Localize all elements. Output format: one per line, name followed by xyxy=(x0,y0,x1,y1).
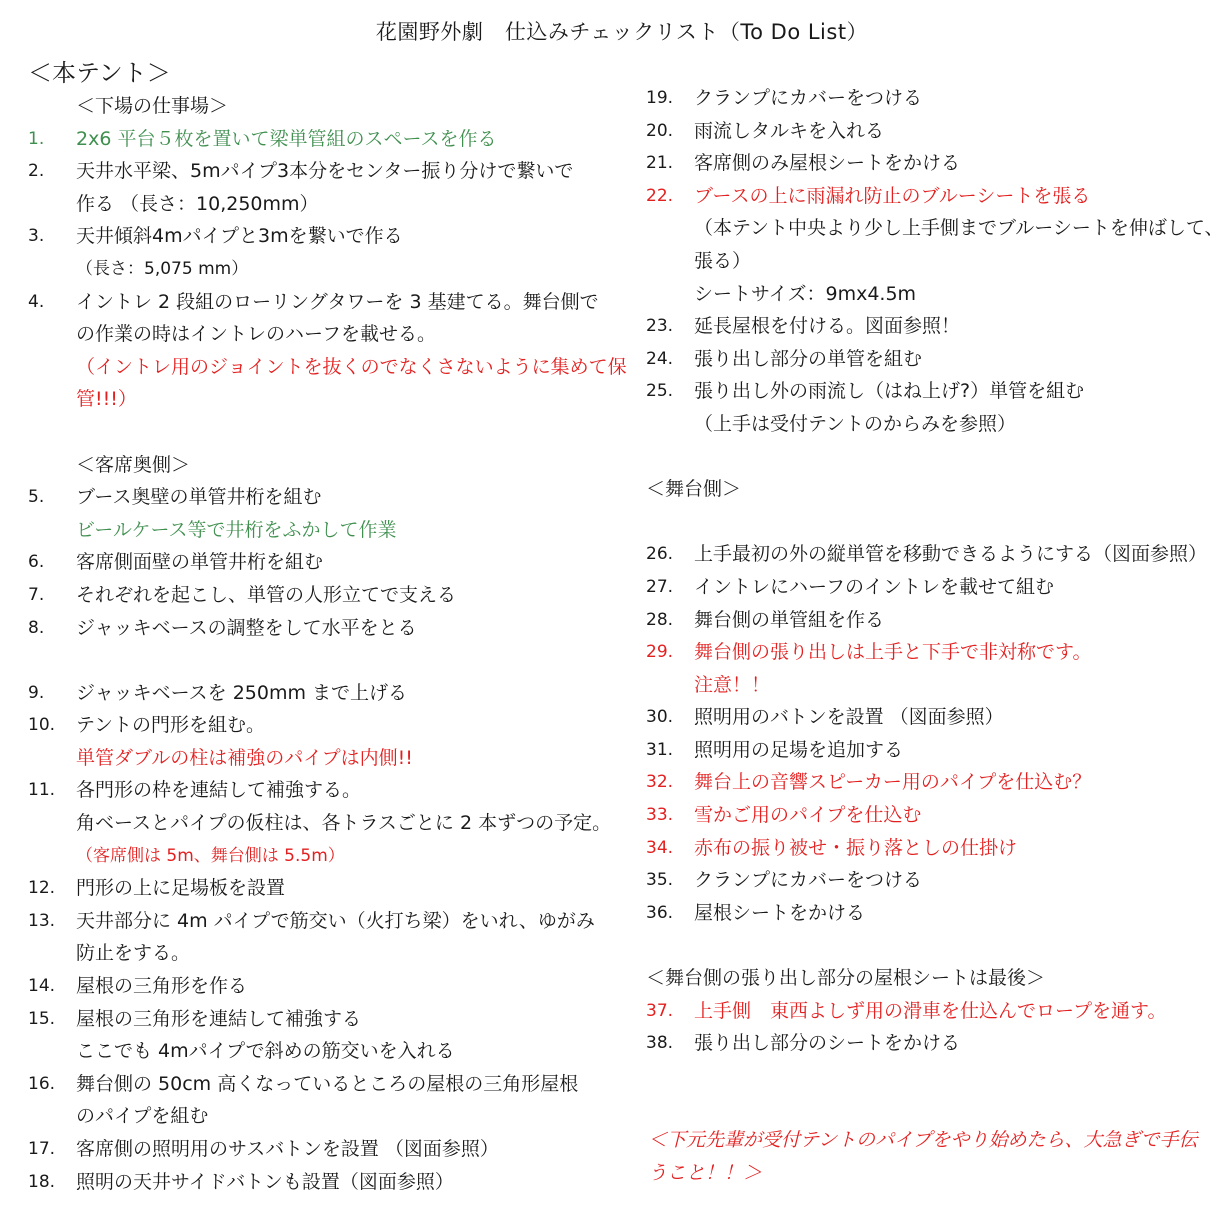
checklist-item-4 xyxy=(28,286,628,351)
checklist-item-17 xyxy=(28,1133,628,1166)
item-number: 2. xyxy=(28,161,45,182)
note-text: （本テント中央より少し上手側までブルーシートを伸ばして、 xyxy=(694,217,1224,240)
item-note-red xyxy=(28,742,628,775)
item-text: 天井傾斜4mパイプと3mを繋いで作る xyxy=(76,225,403,248)
item-number: 32. xyxy=(646,772,674,793)
item-text: 注意！！ xyxy=(694,673,771,696)
item-number: 14. xyxy=(28,976,56,997)
item-number: 13. xyxy=(28,910,56,931)
item-text: クランプにカバーをつける xyxy=(694,87,923,109)
item-text: （長さ：5,075 mm） xyxy=(76,258,249,279)
checklist-item-1 xyxy=(28,123,628,156)
item-text: 照明用の足場を追加する xyxy=(694,738,904,761)
checklist-item-9 xyxy=(28,677,628,710)
item-text: 上手側 東西よしず用の滑車を仕込んでロープを通す。 xyxy=(694,999,1167,1022)
item-text: 客席側面壁の単管井桁を組む xyxy=(76,551,324,574)
item-text: 2x6 平台５枚を置いて梁単管組のスペースを作る xyxy=(76,127,497,150)
checklist-item-19 xyxy=(646,82,1224,115)
checklist-item-34 xyxy=(646,832,1224,865)
item-text: ジャッキベースの調整をして水平をとる xyxy=(76,616,417,639)
item-number: 31. xyxy=(646,739,674,760)
left-column xyxy=(28,90,628,1198)
checklist-item-13 xyxy=(28,905,628,970)
checklist-item-35 xyxy=(646,864,1224,897)
item-note-green xyxy=(28,514,628,547)
item-text: クランプにカバーをつける xyxy=(694,869,923,892)
note-text: 単管ダブルの柱は補強のパイプは内側!! xyxy=(76,746,413,769)
checklist-item-10 xyxy=(28,709,628,742)
checklist-item-12 xyxy=(28,872,628,905)
section-heading-stage-side: ＜舞台側＞ xyxy=(646,478,742,501)
item-text: 舞台側の単管組を作る xyxy=(694,608,885,631)
checklist-item-2 xyxy=(28,155,628,220)
item-number: 15. xyxy=(28,1008,56,1029)
item-text: 各門形の枠を連結して補強する。 xyxy=(76,779,362,802)
item-number: 17. xyxy=(28,1139,56,1159)
item-text: 客席側の照明用のサスバトンを設置 （図面参照） xyxy=(76,1138,499,1160)
checklist-item-14 xyxy=(28,970,628,1003)
item-text: ジャッキベースを 250mm まで上げる xyxy=(76,681,408,704)
item-number: 10. xyxy=(28,715,56,736)
note-text: 管!!!） xyxy=(76,388,137,411)
item-number: 22. xyxy=(646,185,674,206)
checklist-item-18 xyxy=(28,1166,628,1199)
checklist-item-7 xyxy=(28,579,628,612)
item-text: 屋根シートをかける xyxy=(694,901,866,924)
item-text: それぞれを起こし、単管の人形立てで支える xyxy=(76,583,457,606)
item-number: 23. xyxy=(646,316,674,337)
item-note-red xyxy=(28,351,628,416)
item-text: 舞台上の音響スピーカー用のパイプを仕込む？ xyxy=(694,771,1092,794)
item-text: ここでも 4mパイプで斜めの筋交いを入れる xyxy=(76,1040,455,1063)
right-column xyxy=(646,82,1224,1060)
item-number: 18. xyxy=(28,1171,56,1192)
item-number: 36. xyxy=(646,902,674,923)
checklist-item-20 xyxy=(646,115,1224,148)
checklist-item-38 xyxy=(646,1027,1224,1060)
item-text: イントレにハーフのイントレを載せて組む xyxy=(694,575,1055,598)
item-number: 9. xyxy=(28,682,45,703)
checklist-item-28 xyxy=(646,604,1224,637)
item-number: 35. xyxy=(646,870,674,891)
checklist-item-27 xyxy=(646,571,1224,604)
item-number: 20. xyxy=(646,120,674,141)
item-note-red xyxy=(28,840,628,873)
checklist-item-8 xyxy=(28,612,628,645)
item-text: イントレ 2 段組のローリングタワーを 3 基建てる。舞台側で xyxy=(76,290,599,313)
item-text: 舞台側の張り出しは上手と下手で非対称です。 xyxy=(694,641,1092,664)
checklist-item-16 xyxy=(28,1068,628,1133)
note-text: ＜下元先輩が受付テントのパイプをやり始めたら、大急ぎで手伝 xyxy=(648,1129,1198,1151)
item-text: 天井部分に 4m パイプで筋交い（火打ち梁）をいれ、ゆがみ xyxy=(76,909,595,932)
item-number: 1. xyxy=(28,128,45,149)
item-number: 38. xyxy=(646,1033,674,1054)
note-text: ビールケース等で井桁をふかして作業 xyxy=(76,518,397,541)
checklist-item-15 xyxy=(28,1003,628,1068)
item-number: 21. xyxy=(646,153,674,174)
note-text: （イントレ用のジョイントを抜くのでなくさないように集めて保 xyxy=(76,355,627,378)
item-number: 12. xyxy=(28,878,56,899)
item-text: 張り出し部分のシートをかける xyxy=(694,1032,961,1055)
item-number: 7. xyxy=(28,584,45,605)
item-number: 6. xyxy=(28,552,45,573)
checklist-item-33 xyxy=(646,799,1224,832)
item-text: ブース奥壁の単管井桁を組む xyxy=(76,486,322,509)
item-number: 29. xyxy=(646,642,674,663)
checklist-item-6 xyxy=(28,546,628,579)
checklist-item-5 xyxy=(28,481,628,514)
note-text: （上手は受付テントのからみを参照） xyxy=(694,412,1017,435)
item-number: 11. xyxy=(28,780,56,801)
item-number: 34. xyxy=(646,837,674,858)
item-text: 屋根の三角形を連結して補強する xyxy=(76,1007,362,1030)
section-heading-workshop: ＜下場の仕事場＞ xyxy=(76,95,229,117)
note-text: シートサイズ：9mx4.5m xyxy=(694,282,917,305)
item-text: テントの門形を組む。 xyxy=(76,714,266,737)
item-number: 16. xyxy=(28,1073,56,1094)
item-number: 5. xyxy=(28,487,45,508)
item-text: の作業の時はイントレのハーフを載せる。 xyxy=(76,323,437,346)
item-text: 作る （長さ：10,250mm） xyxy=(76,192,319,215)
checklist-item-3 xyxy=(28,220,628,285)
item-text: ブースの上に雨漏れ防止のブルーシートを張る xyxy=(694,184,1091,207)
item-number: 37. xyxy=(646,1000,674,1021)
item-text: 屋根の三角形を作る xyxy=(76,975,248,998)
checklist-item-11 xyxy=(28,774,628,839)
item-text: 張り出し外の雨流し（はね上げ?）単管を組む xyxy=(694,380,1085,403)
item-text: 天井水平梁、5mパイプ3本分をセンター振り分けで繋いで xyxy=(76,160,574,183)
note-text: （客席側は 5m、舞台側は 5.5m） xyxy=(76,845,345,866)
item-note xyxy=(646,212,1224,310)
item-number: 3. xyxy=(28,226,45,247)
item-text: 門形の上に足場板を設置 xyxy=(76,877,286,900)
item-text: 舞台側の 50cm 高くなっているところの屋根の三角形屋根 xyxy=(76,1072,579,1095)
item-number: 25. xyxy=(646,381,674,402)
item-note xyxy=(646,408,1224,441)
final-reminder-note xyxy=(648,1124,1224,1189)
checklist-item-26 xyxy=(646,538,1224,571)
item-text: 客席側のみ屋根シートをかける xyxy=(694,152,961,175)
checklist-item-32 xyxy=(646,766,1224,799)
item-text: 雪かご用のパイプを仕込む xyxy=(694,804,922,827)
item-text: 雨流しタルキを入れる xyxy=(694,119,885,142)
item-number: 33. xyxy=(646,805,674,826)
item-text: 照明の天井サイドバトンも設置（図面参照） xyxy=(76,1170,454,1193)
item-number: 24. xyxy=(646,348,674,369)
checklist-item-23 xyxy=(646,310,1224,343)
note-text: 張る） xyxy=(694,249,752,272)
checklist-item-21 xyxy=(646,147,1224,180)
section-heading-audience-back: ＜客席奥側＞ xyxy=(76,453,191,476)
item-text: 防止をする。 xyxy=(76,942,191,965)
section-heading-roof-sheet-last: ＜舞台側の張り出し部分の屋根シートは最後＞ xyxy=(646,967,1046,990)
item-text: 上手最初の外の縦単管を移動できるようにする（図面参照） xyxy=(694,543,1208,566)
item-text: のパイプを組む xyxy=(76,1105,209,1128)
item-number: 19. xyxy=(646,88,674,108)
checklist-item-25 xyxy=(646,375,1224,408)
note-text: うこと！！＞ xyxy=(648,1161,763,1184)
item-number: 27. xyxy=(646,576,674,597)
checklist-item-22 xyxy=(646,180,1224,213)
item-text: 延長屋根を付ける。図面参照！ xyxy=(694,315,961,338)
checklist-item-36 xyxy=(646,897,1224,930)
item-number: 4. xyxy=(28,291,45,312)
item-text: 角ベースとパイプの仮柱は、各トラスごとに 2 本ずつの予定。 xyxy=(76,812,612,835)
checklist-item-29 xyxy=(646,636,1224,701)
item-number: 26. xyxy=(646,544,674,565)
item-number: 8. xyxy=(28,617,45,638)
main-tent-heading: ＜本テント＞ xyxy=(28,59,171,87)
checklist-item-31 xyxy=(646,734,1224,767)
checklist-item-24 xyxy=(646,343,1224,376)
item-number: 28. xyxy=(646,609,674,630)
item-text: 赤布の振り被せ・振り落としの仕掛け xyxy=(694,836,1018,859)
document-title: 花園野外劇 仕込みチェックリスト（To Do List） xyxy=(375,20,869,44)
item-text: 照明用のバトンを設置 （図面参照） xyxy=(694,706,1004,729)
checklist-item-30 xyxy=(646,701,1224,734)
checklist-item-37 xyxy=(646,995,1224,1028)
item-number: 30. xyxy=(646,707,674,728)
item-text: 張り出し部分の単管を組む xyxy=(694,347,923,370)
